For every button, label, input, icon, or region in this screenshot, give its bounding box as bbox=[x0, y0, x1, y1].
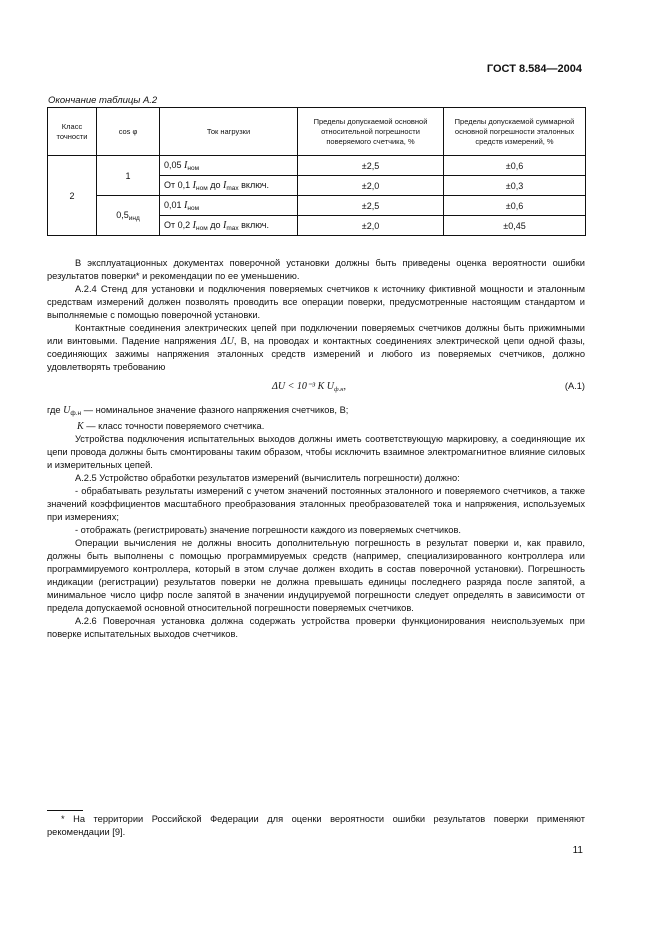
cell-load-current: 0,05 $I_{ном}$ bbox=[160, 156, 298, 176]
paragraph: Операции вычисления не должны вносить дополнительную погрешность в результат поверки и, как правило, должны быть выполнены с помощью программируемых средств (например, специализированного контроллера или программируемого контроллера, который в этом случае должен входить в состав поверочной установки). Погрешность индикации (регистрации) результатов поверки не должна превышать единицы последнего разряда после запятой, а минимальное число цифр после запятой в значении индуцируемой погрешности следует определять в зависимости от предела допускаемой основной относительной погрешности поверяемых счетчиков. bbox=[47, 538, 585, 613]
formula-expression: ΔU < 10⁻³ K $U_{ф.н}$, bbox=[272, 381, 346, 393]
cell-total-error: ±0,6 bbox=[444, 196, 586, 216]
accuracy-table bbox=[47, 107, 586, 236]
header-cos-phi: cos φ bbox=[97, 108, 160, 156]
list-item: - отображать (регистрировать) значение погрешности каждого из поверяемых счетчиков. bbox=[75, 525, 461, 535]
paragraph: В эксплуатационных документах поверочной установки должны быть приведены оценка вероятности ошибки результатов поверки* и рекомендации по ее уменьшению. bbox=[47, 258, 585, 281]
cell-basic-error: ±2,0 bbox=[298, 176, 444, 196]
formula-a1 bbox=[47, 378, 585, 400]
cell-total-error: ±0,6 bbox=[444, 156, 586, 176]
header-load-current: Ток нагрузки bbox=[160, 108, 298, 156]
footnote-divider bbox=[47, 810, 83, 811]
table-row bbox=[48, 156, 586, 176]
where-clause: K — класс точности поверяемого счетчика. bbox=[77, 421, 265, 432]
table-header-row bbox=[48, 108, 586, 156]
cell-cos-phi-1: 1 bbox=[97, 156, 160, 196]
table-row bbox=[48, 196, 586, 216]
cell-cos-phi-2: $0,5_{инд}$ bbox=[97, 196, 160, 236]
paragraph: Контактные соединения электрических цепей при подключении поверяемых счетчиков должны быть прижимными или винтовыми. Падение напряжения ΔU, В, на проводах и контактных соединениях электрической цепи одной фазы, соединяющих зажимы напряжения эталонных средств измерений и любого из поверяемых счетчиков, должно удовлетворять требованию bbox=[47, 323, 585, 372]
header-basic-error-limits: Пределы допускаемой основной относительной погрешности поверяемого счетчика, % bbox=[298, 108, 444, 156]
body-text bbox=[47, 257, 585, 641]
paragraph: А.2.4 Стенд для установки и подключения поверяемых счетчиков к источнику фиктивной мощности и эталонным средствам измерений должен позволять проводить все операции поверки, предусмотренные настоящим стандартом и выполняемые с помощью поверочной установки. bbox=[47, 284, 585, 320]
cell-load-current: 0,01 $I_{ном}$ bbox=[160, 196, 298, 216]
cell-load-current: От 0,2 $I_{ном}$ до $I_{max}$ включ. bbox=[160, 216, 298, 236]
page-number: 11 bbox=[572, 845, 583, 856]
table-caption: Окончание таблицы А.2 bbox=[48, 95, 158, 106]
footnote: * На территории Российской Федерации для оценки вероятности ошибки результатов поверки применяют рекомендации [9]. bbox=[47, 814, 585, 837]
cell-accuracy-class: 2 bbox=[48, 156, 97, 236]
cell-load-current: От 0,1 $I_{ном}$ до $I_{max}$ включ. bbox=[160, 176, 298, 196]
header-accuracy-class: Класс точности bbox=[48, 108, 97, 156]
cell-total-error: ±0,45 bbox=[444, 216, 586, 236]
standard-number: ГОСТ 8.584—2004 bbox=[486, 63, 582, 75]
cell-basic-error: ±2,0 bbox=[298, 216, 444, 236]
paragraph: А.2.6 Поверочная установка должна содержать устройства проверки функционирования неиспользуемых при поверке испытательных выходов счетчиков. bbox=[47, 616, 585, 639]
cell-basic-error: ±2,5 bbox=[298, 156, 444, 176]
formula-number: (А.1) bbox=[564, 381, 585, 391]
cell-basic-error: ±2,5 bbox=[298, 196, 444, 216]
header-total-error-limits: Пределы допускаемой суммарной основной погрешности эталонных средств измерений, % bbox=[444, 108, 586, 156]
paragraph: Устройства подключения испытательных выходов должны иметь соответствующую маркировку, а соединяющие их цепи провода должны быть смонтированы таким образом, чтобы исключить взаимное электромагнитное влияние силовых и измерительных цепей. bbox=[47, 434, 585, 470]
cell-total-error: ±0,3 bbox=[444, 176, 586, 196]
paragraph: А.2.5 Устройство обработки результатов измерений (вычислитель погрешности) должно: bbox=[75, 473, 460, 483]
list-item: - обрабатывать результаты измерений с учетом значений постоянных эталонного и поверяемого счетчиков, а также значений коэффициентов масштабного преобразования эталонных преобразователей тока и напряжения, используемых при измерениях; bbox=[47, 486, 585, 522]
where-clause: где $U_{ф.н}$ — номинальное значение фазного напряжения счетчиков, В; bbox=[47, 405, 349, 417]
